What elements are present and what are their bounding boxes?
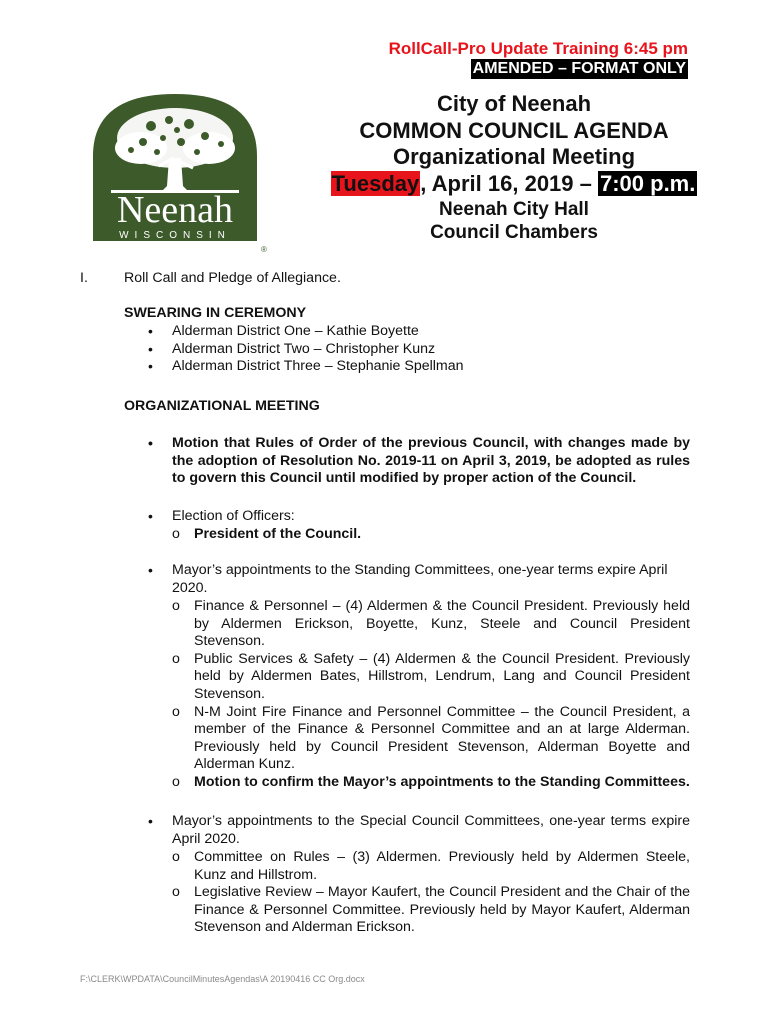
section-title: Roll Call and Pledge of Allegiance.: [124, 270, 341, 286]
election-item: [148, 508, 690, 526]
sub-bullet: o: [172, 598, 180, 614]
sub-item-text: Committee on Rules – (3) Aldermen. Previously held by Aldermen Steele, Kunz and Hillstrom.: [194, 849, 690, 883]
city-title: City of Neenah: [436, 91, 592, 116]
sub-item-text: Finance & Personnel – (4) Aldermen & the Council President. Previously held by Aldermen Erickson, Boyette, Kunz, Steele and Council President Stevenson.: [194, 598, 690, 650]
neenah-logo: [81, 86, 271, 256]
motion-rules: • Motion that Rules of Order of the previous Council, with changes made by the adoption of Resolution No. 2019-11 on April 3, 2019, be adopted as rules to govern this Council until modified by proper action of the Council.: [148, 435, 690, 488]
organizational-heading: ORGANIZATIONAL MEETING: [124, 398, 320, 414]
president-label: President of the Council.: [194, 526, 362, 542]
date-text: , April 16, 2019 –: [420, 171, 598, 196]
sub-bullet: o: [172, 849, 180, 865]
sub-item-text: Motion to confirm the Mayor’s appointments to the Standing Committees.: [194, 773, 690, 790]
sub-bullet: o: [172, 884, 180, 901]
special-item: [148, 813, 690, 848]
sub-bullet: o: [172, 703, 180, 720]
swearing-list: [148, 323, 688, 376]
election-label: • Election of Officers:: [172, 508, 295, 524]
sub-list-item: [148, 598, 690, 651]
sub-list-item: [148, 774, 690, 792]
date-time: 7:00 p.m.: [599, 171, 696, 196]
list-item: • Alderman District One – Kathie Boyette: [148, 323, 688, 341]
swearing-heading: SWEARING IN CEREMONY: [124, 305, 307, 321]
meeting-type: Organizational Meeting: [392, 144, 636, 169]
special-list: [148, 813, 690, 848]
agenda-title: COMMON COUNCIL AGENDA: [359, 118, 669, 143]
neenah-logo-graphic: [81, 86, 271, 256]
election-list: [148, 508, 690, 526]
amended-notice: AMENDED – FORMAT ONLY: [472, 60, 686, 77]
training-notice: RollCall-Pro Update Training 6:45 pm: [388, 39, 688, 58]
president-item: [148, 526, 690, 544]
registered-mark: ®: [261, 245, 267, 254]
sub-bullet: o: [172, 650, 180, 667]
section-numeral: I.: [80, 270, 88, 286]
standing-subs: [148, 598, 690, 792]
sub-list-item: [148, 849, 690, 884]
file-path-footer: F:\CLERK\WPDATA\CouncilMinutesAgendas\A 20190416 CC Org.docx: [80, 974, 365, 984]
sub-item-text: N-M Joint Fire Finance and Personnel Committee – the Council President, a member of the Finance & Personnel Committee and an at large Alderman. Previously held by Council President Stevenson, Alderman Boyette and Alderman Kunz.: [194, 703, 690, 773]
standing-label: • Mayor’s appointments to the Standing Committees, one-year terms expire April 2020.: [172, 562, 668, 596]
date-day: Tuesday: [331, 171, 420, 196]
list-item: • Alderman District Three – Stephanie Spellman: [148, 358, 688, 376]
sub-list-item: [148, 884, 690, 937]
meeting-room: Council Chambers: [430, 222, 598, 243]
logo-wordmark: Neenah: [116, 189, 234, 231]
logo-state: WISCONSIN: [119, 230, 231, 241]
standing-list: [148, 562, 690, 597]
sub-list-item: [148, 704, 690, 774]
motion-rules-list: [148, 435, 690, 488]
meeting-date: [320, 170, 708, 198]
list-item: • Alderman District Two – Christopher Kunz: [148, 341, 688, 359]
special-subs: [148, 849, 690, 937]
sub-bullet: o: [172, 526, 180, 542]
sub-bullet: o: [172, 773, 180, 790]
sub-list-item: [148, 651, 690, 704]
meeting-location: Neenah City Hall: [439, 199, 589, 220]
sub-item-text: Public Services & Safety – (4) Aldermen & the Council President. Previously held by Aldermen Bates, Hillstrom, Lendrum, Lang and Council President Stevenson.: [194, 650, 690, 702]
standing-item: [148, 562, 690, 597]
special-label: • Mayor’s appointments to the Special Council Committees, one-year terms expire April 2020.: [172, 813, 690, 847]
election-sub: [148, 526, 690, 544]
sub-item-text: Legislative Review – Mayor Kaufert, the Council President and the Chair of the Finance & Personnel Committee. Previously held by Mayor Kaufert, Alderman Stevenson and Alderman Erickson.: [194, 884, 690, 936]
